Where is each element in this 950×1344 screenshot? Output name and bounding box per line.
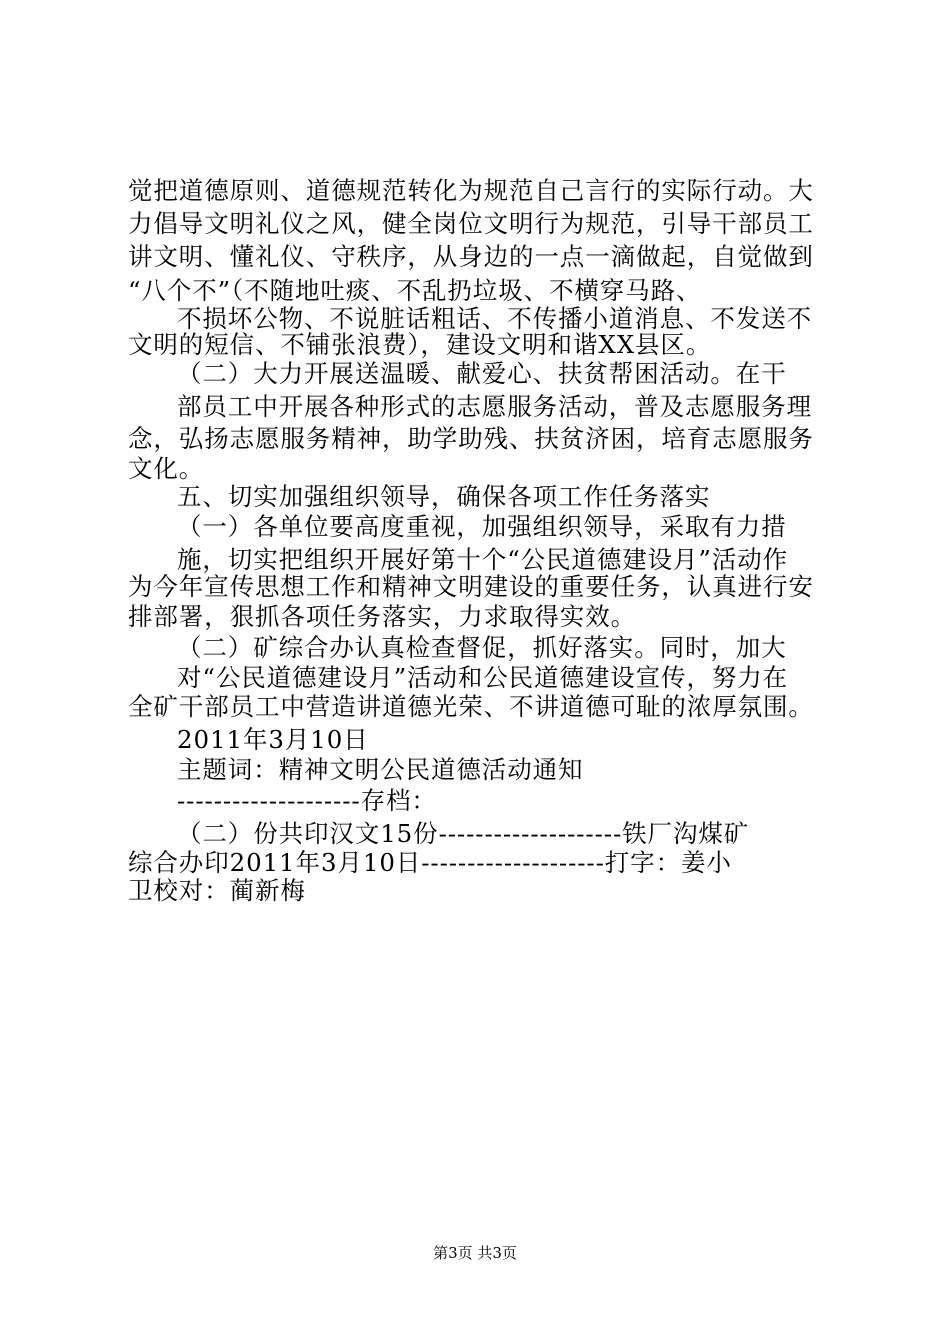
document-date: 2011年3月10日 [177, 725, 369, 754]
body-line-9: 念，弘扬志愿服务精神，助学助残、扶贫济困，培育志愿服务 [128, 424, 814, 453]
archive-line: --------------------存档： [177, 786, 437, 815]
body-line-3: 讲文明、懂礼仪、守秩序，从身边的一点一滴做起，自觉做到 [128, 242, 814, 271]
body-line-8: 部员工中开展各种形式的志愿服务活动，普及志愿服务理 [177, 392, 812, 421]
body-line-2: 力倡导文明礼仪之风，健全岗位文明行为规范，引导干部员工 [128, 209, 814, 238]
body-line-13: 施，切实把组织开展好第十个“公民道德建设月”活动作 [177, 545, 789, 574]
page-number: 第3页 共3页 [433, 1244, 517, 1262]
body-line-1: 觉把道德原则、道德规范转化为规范自己言行的实际行动。大 [128, 176, 814, 205]
body-line-12: （一）各单位要高度重视，加强组织领导，采取有力措 [177, 512, 787, 541]
section-heading-5: 五、切实加强组织领导，确保各项工作任务落实 [177, 482, 711, 511]
print-info-line-2: 综合办印2011年3月10日--------------------打字：姜小 [128, 848, 732, 877]
print-info-line-3: 卫校对：蔺新梅 [128, 876, 306, 905]
body-line-5: 不损坏公物、不说脏话粗话、不传播小道消息、不发送不 [177, 304, 812, 333]
body-line-4: “八个不”（不随地吐痰、不乱扔垃圾、不横穿马路、 [128, 276, 702, 305]
body-line-17: 对“公民道德建设月”活动和公民道德建设宣传，努力在 [177, 663, 789, 692]
body-line-15: 排部署，狠抓各项任务落实，力求取得实效。 [128, 602, 636, 631]
body-line-7: （二）大力开展送温暖、献爱心、扶贫帮困活动。在干 [177, 359, 787, 388]
body-line-16: （二）矿综合办认真检查督促，抓好落实。同时，加大 [177, 633, 787, 662]
print-info-line-1: （二）份共印汉文15份--------------------铁厂沟煤矿 [177, 819, 750, 848]
body-line-6: 文明的短信、不铺张浪费），建设文明和谐XX县区。 [128, 330, 712, 359]
body-line-18: 全矿干部员工中营造讲道德光荣、不讲道德可耻的浓厚氛围。 [128, 692, 814, 721]
body-line-10: 文化。 [128, 454, 205, 483]
body-line-14: 为今年宣传思想工作和精神文明建设的重要任务，认真进行安 [128, 572, 814, 601]
subject-terms: 主题词：精神文明公民道德活动通知 [177, 755, 584, 784]
